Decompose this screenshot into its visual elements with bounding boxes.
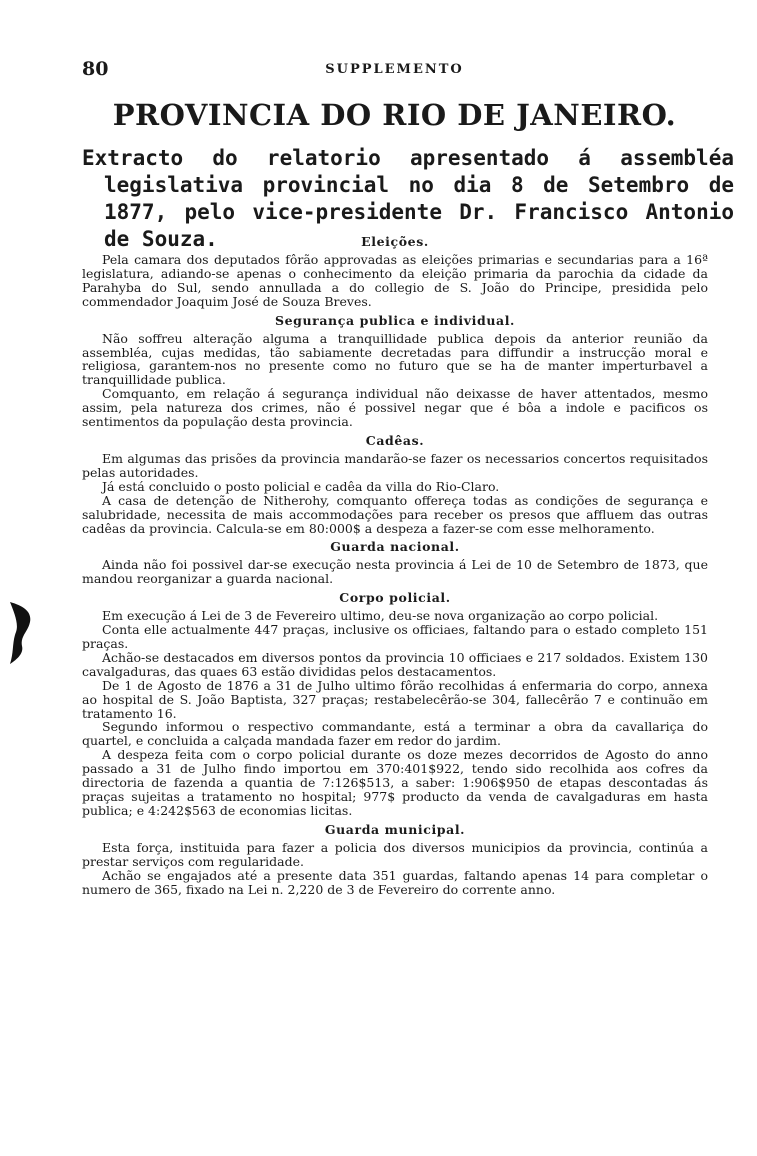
section-heading: Guarda nacional.: [330, 539, 460, 555]
page-header: [82, 58, 707, 86]
section-guarda-municipal: [82, 822, 708, 897]
section-seguranca: [82, 313, 708, 429]
paragraph: A casa de detenção de Nitherohy, comquanto offereça todas as condições de segurança e salubridade, necessita de mais accommodações para receber os presos que affluem das outras cadêas da provincia. Calcula-se em 80:000$ a despeza a fazer-se com esse melhoramento.: [82, 492, 708, 536]
section-guarda-nacional: [82, 539, 708, 586]
paragraph: Conta elle actualmente 447 praças, inclusive os officiaes, faltando para o estado completo 151 praças.: [82, 622, 708, 652]
document-body: [82, 230, 708, 899]
paragraph: A despeza feita com o corpo policial durante os doze mezes decorridos de Agosto do anno passado a 31 de Julho findo importou em 370:401$922, tendo sido recolhida aos cofres da directoria de fazenda a quantia de 7:126$513, a saber: 1:906$950 de etapas descontadas ás praças sujeitas a tratamento no hospital; 977$ producto da venda de cavalgaduras em hasta publica; e 4:242$563 de economias licitas.: [82, 747, 708, 818]
section-corpo-policial: [82, 590, 708, 818]
section-heading: Corpo policial.: [339, 590, 451, 606]
paragraph: Não soffreu alteração alguma a tranquillidade publica depois da anterior reunião da assembléa, cujas medidas, tão sabiamente decretadas para diffundir a instrucção moral e religiosa, garantem-nos no presente como no futuro que se ha de manter imperturbavel a tranquillidade publica.: [82, 330, 708, 388]
page-title: PROVINCIA DO RIO DE JANEIRO.: [112, 98, 677, 132]
section-heading: Eleições.: [361, 234, 429, 249]
paragraph: Já está concluido o posto policial e cadêa da villa do Rio-Claro.: [102, 478, 500, 494]
binding-mark-icon: [6, 598, 34, 668]
section-eleicoes: [82, 234, 708, 309]
paragraph: Achão se engajados até a presente data 351 guardas, faltando apenas 14 para completar o numero de 365, fixado na Lei n. 2,220 de 3 de Fevereiro do corrente anno.: [82, 867, 708, 897]
page-number: 80: [82, 58, 109, 80]
paragraph: Esta força, instituida para fazer a policia dos diversos municipios da provincia, continúa a prestar serviços com regularidade.: [82, 839, 708, 869]
paragraph: De 1 de Agosto de 1876 a 31 de Julho ultimo fôrão recolhidas á enfermaria do corpo, annexa ao hospital de S. João Baptista, 327 praças; restabelecêrão-se 304, fallecêrão 7 e continuão em tratamento 16.: [82, 677, 708, 721]
paragraph: Ainda não foi possivel dar-se execução nesta provincia á Lei de 10 de Setembro de 1873, que mandou reorganizar a guarda nacional.: [82, 557, 708, 587]
paragraph: Achão-se destacados em diversos pontos da provincia 10 officiaes e 217 soldados. Existem 130 cavalgaduras, das quaes 63 estão divididas pelos destacamentos.: [82, 649, 708, 679]
paragraph: Pela camara dos deputados fôrão approvadas as eleições primarias e secundarias para a 16ª legislatura, adiando-se apenas o conhecimento da eleição primaria da parochia da cidade da Parahyba do Sul, sendo annullada a do collegio de S. João do Principe, presidida pelo commendador Joaquim José de Souza Breves.: [82, 252, 708, 309]
paragraph: Em execução á Lei de 3 de Fevereiro ultimo, deu-se nova organização ao corpo policial.: [102, 608, 659, 624]
section-cadeas: [82, 433, 708, 535]
section-heading: Segurança publica e individual.: [274, 312, 516, 328]
running-title: SUPPLEMENTO: [325, 62, 464, 77]
paragraph: Segundo informou o respectivo commandante, está a terminar a obra da cavallariça do quartel, e concluida a calçada mandada fazer em redor do jardim.: [82, 719, 708, 749]
paragraph: Em algumas das prisões da provincia mandarão-se fazer os necessarios concertos requisitados pelas autoridades.: [82, 450, 708, 480]
report-subtitle: Extracto do relatorio apresentado á assembléa legislativa provincial no dia 8 de Setembro de 1877, pelo vice-presidente Dr. Francisco Antonio de Souza.: [82, 146, 734, 251]
section-heading: Guarda municipal.: [324, 821, 466, 837]
section-heading: Cadêas.: [365, 432, 425, 448]
paragraph: Comquanto, em relação á segurança individual não deixasse de haver attentados, mesmo assim, pela natureza dos crimes, não é possivel negar que é bôa a indole e pacificos os sentimentos da população desta provincia.: [82, 386, 708, 430]
